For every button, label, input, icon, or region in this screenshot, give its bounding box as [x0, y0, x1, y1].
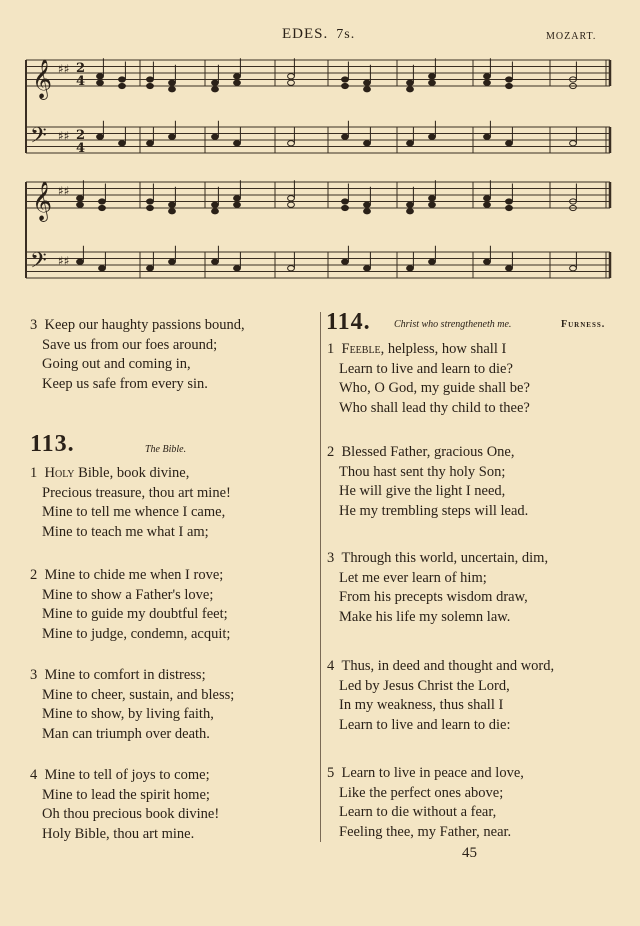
prev-hymn-verse-3: [30, 316, 245, 394]
verse-line: Thou hast sent thy holy Son;: [339, 463, 506, 480]
verse-line: Keep us safe from every sin.: [42, 375, 208, 392]
composer-name: MOZART.: [546, 31, 597, 42]
svg-text:♯♯: ♯♯: [58, 254, 70, 268]
svg-text:2: 2: [76, 61, 86, 76]
tune-name: EDES.: [282, 26, 329, 42]
verse-line: 2 Mine to chide me when I rove;: [30, 567, 224, 583]
hymn-113-verse-4: [30, 766, 219, 844]
hymn-114-number: 114.: [326, 309, 371, 335]
verse-line: Like the perfect ones above;: [339, 784, 504, 801]
verse-line: 2 Blessed Father, gracious One,: [327, 444, 515, 460]
verse-line: Mine to guide my doubtful feet;: [42, 606, 228, 622]
verse-line: Make his life my solemn law.: [339, 608, 511, 625]
svg-text:𝄞: 𝄞: [32, 181, 53, 221]
hymn-113-number: 113.: [30, 431, 75, 457]
verse-line: Save us from our foes around;: [42, 336, 218, 353]
verse-line: Who, O God, my guide shall be?: [339, 380, 530, 396]
verse-line: Mine to show a Father's love;: [42, 586, 214, 603]
verse-line: 1 Holy Bible, book divine,: [30, 465, 190, 481]
verse-line: Learn to live and learn to die:: [339, 716, 511, 733]
verse-line: 3 Mine to comfort in distress;: [30, 667, 206, 683]
hymn-114-subtitle: Christ who strengtheneth me.: [394, 319, 512, 330]
verse-line: Led by Jesus Christ the Lord,: [339, 677, 510, 694]
verse-line: Holy Bible, thou art mine.: [42, 825, 195, 842]
music-notes: [77, 58, 577, 271]
svg-text:♯♯: ♯♯: [58, 184, 70, 198]
verse-line: Mine to judge, condemn, acquit;: [42, 625, 231, 642]
svg-text:𝄞: 𝄞: [32, 59, 53, 99]
clefs: [30, 59, 85, 279]
svg-text:♯♯: ♯♯: [58, 62, 70, 76]
svg-text:4: 4: [76, 74, 86, 89]
svg-text:4: 4: [76, 141, 86, 156]
verse-line: From his precepts wisdom draw,: [339, 589, 528, 605]
verse-line: Mine to show, by living faith,: [42, 706, 214, 722]
bar-lines: [26, 60, 610, 278]
hymn-113-verse-3: [30, 666, 234, 744]
verse-line: Feeling thee, my Father, near.: [339, 823, 512, 840]
hymn-113-verse-1: [30, 464, 231, 542]
hymn-114-verse-2: [327, 443, 528, 521]
verse-line: 3 Through this world, uncertain, dim,: [327, 550, 549, 566]
verse-line: 4 Thus, in deed and thought and word,: [327, 658, 555, 674]
verse-line: Mine to cheer, sustain, and bless;: [42, 686, 235, 703]
verse-line: 1 Feeble, helpless, how shall I: [327, 341, 507, 357]
staff-lines: [26, 60, 610, 278]
hymn-114-verse-1: [327, 340, 530, 418]
music-score: [0, 0, 640, 300]
hymn-113-subtitle: The Bible.: [145, 444, 187, 455]
verse-line: Oh thou precious book divine!: [42, 806, 220, 822]
verse-line: Who shall lead thy child to thee?: [339, 399, 530, 416]
verse-line: 4 Mine to tell of joys to come;: [30, 767, 210, 783]
svg-text:2: 2: [76, 128, 86, 143]
column-divider: [320, 312, 321, 842]
verse-line: Learn to live and learn to die?: [339, 360, 513, 377]
hymn-113-verse-2: [30, 566, 230, 644]
verse-line: He my trembling steps will lead.: [339, 502, 529, 519]
verse-line: Man can triumph over death.: [42, 725, 210, 742]
verse-line: Precious treasure, thou art mine!: [42, 484, 231, 501]
hymn-114-tune: Furness.: [561, 319, 606, 330]
hymn-114-verse-4: [327, 657, 554, 735]
svg-text:𝄢: 𝄢: [30, 123, 47, 154]
verse-line: Let me ever learn of him;: [339, 569, 487, 586]
verse-line: He will give the light I need,: [339, 483, 506, 499]
verse-line: Going out and coming in,: [42, 356, 191, 372]
hymn-114-verse-5: [327, 764, 524, 842]
svg-text:𝄢: 𝄢: [30, 248, 47, 279]
verse-line: Learn to die without a fear,: [339, 804, 497, 820]
verse-line: Mine to tell me whence I came,: [42, 504, 226, 520]
verse-line: In my weakness, thus shall I: [339, 697, 504, 713]
page-number: 45: [462, 845, 477, 861]
hymn-114-verse-3: [327, 549, 548, 627]
svg-text:♯♯: ♯♯: [58, 129, 70, 143]
verse-line: Mine to lead the spirit home;: [42, 786, 210, 803]
verse-line: Mine to teach me what I am;: [42, 523, 209, 540]
verse-line: 3 Keep our haughty passions bound,: [30, 317, 245, 333]
verse-line: 5 Learn to live in peace and love,: [327, 765, 524, 781]
tune-meter: 7s.: [336, 27, 356, 42]
